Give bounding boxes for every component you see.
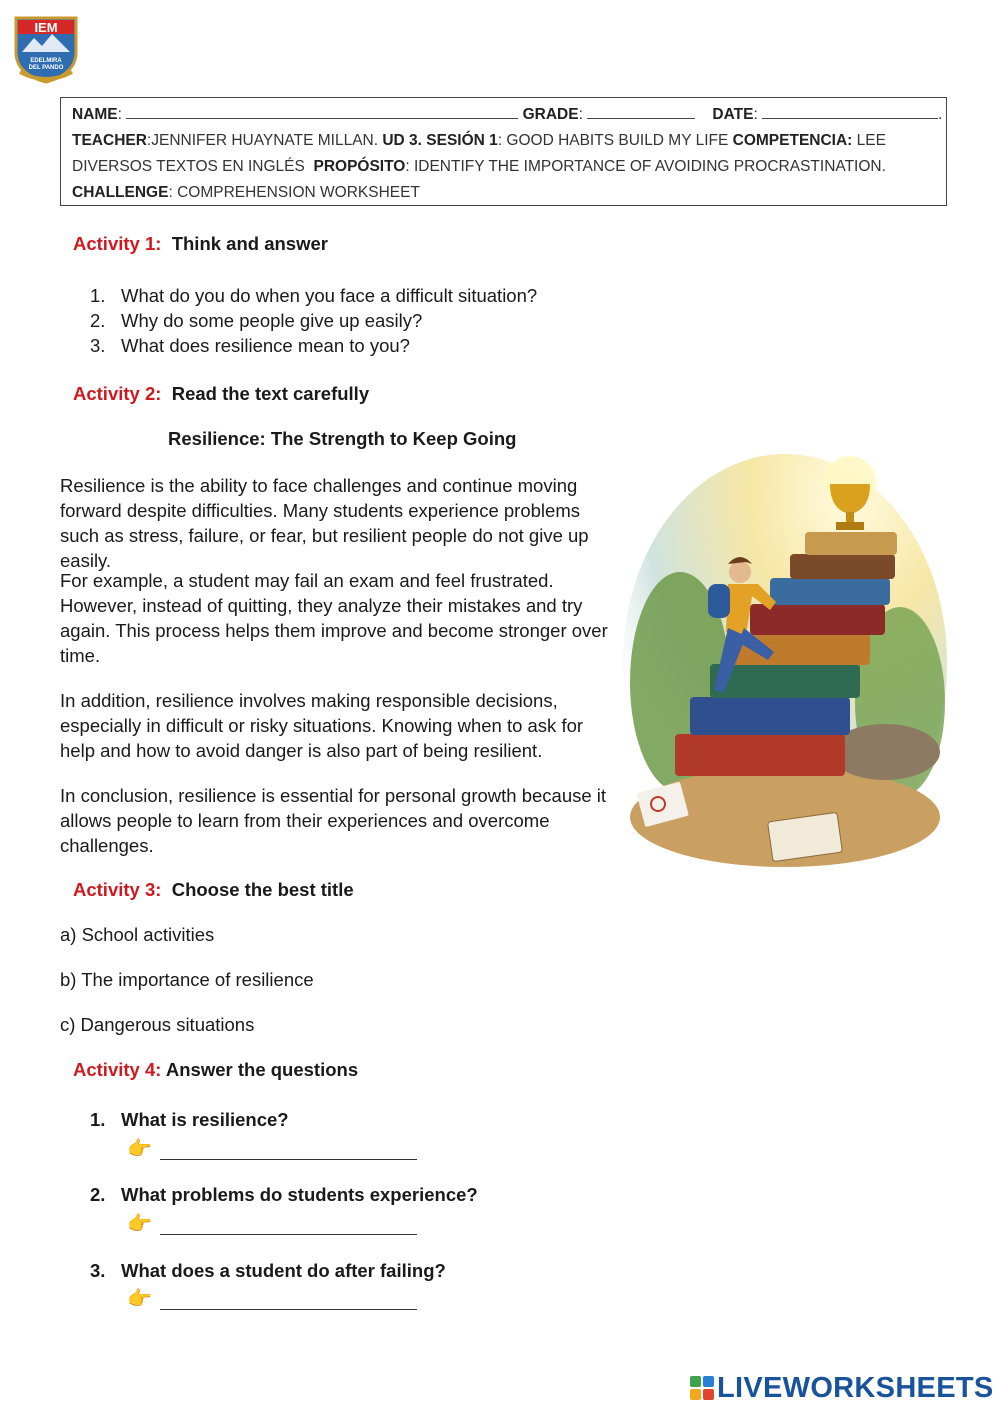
activity-4-label: Activity 4: (73, 1059, 162, 1080)
unit-value: : GOOD HABITS BUILD MY LIFE (497, 132, 729, 149)
liveworksheets-wordmark: LIVEWORKSHEETS (717, 1371, 994, 1404)
competencia-value-1: LEE (856, 132, 886, 149)
date-blank[interactable] (762, 102, 938, 119)
activity-2-heading (73, 383, 369, 405)
activity-4-question-1: 1. What is resilience? (90, 1109, 289, 1130)
teacher-label: TEACHER (72, 132, 147, 149)
header-row-challenge (72, 180, 936, 206)
challenge-label: CHALLENGE (72, 184, 169, 201)
hand-pointer-icon: 👉 (127, 1138, 152, 1160)
name-blank[interactable] (126, 102, 518, 119)
list-item: 1. What do you do when you face a difficult situation? (90, 285, 538, 306)
activity-3-heading (73, 879, 354, 901)
grade-label: GRADE (522, 106, 579, 123)
option-a[interactable]: a) School activities (60, 924, 215, 945)
name-label: NAME (72, 106, 118, 123)
proposito-label: PROPÓSITO (313, 158, 406, 175)
activity-3-label: Activity 3: (73, 879, 162, 900)
answer-line[interactable] (160, 1220, 417, 1235)
grade-blank[interactable] (587, 102, 695, 119)
option-b[interactable]: b) The importance of resilience (60, 969, 314, 990)
activity-1-title: Think and answer (171, 233, 328, 254)
date-label: DATE (712, 106, 754, 123)
hand-pointer-icon: 👉 (127, 1288, 152, 1310)
article-paragraph-1: Resilience is the ability to face challenges and continue moving forward despite difficulties. Many students experience problems such as stress, failure, or fear, but resilient people do not give up easily. (60, 475, 589, 571)
activity-2-title: Read the text carefully (171, 383, 370, 404)
teacher-value: JENNIFER HUAYNATE MILLAN. (151, 132, 379, 149)
answer-field-3[interactable] (127, 1284, 417, 1310)
article-paragraph-2: For example, a student may fail an exam and feel frustrated. However, instead of quitting, they analyze their mistakes and try again. This process helps them improve and become stronger over time. (60, 570, 608, 666)
activity-4-heading (73, 1059, 358, 1081)
competencia-label: COMPETENCIA: (732, 132, 853, 149)
activity-1-label: Activity 1: (73, 233, 162, 254)
answer-line[interactable] (160, 1145, 417, 1160)
competencia-value-2: DIVERSOS TEXTOS EN INGLÉS (72, 158, 305, 175)
article-title: Resilience: The Strength to Keep Going (168, 428, 517, 449)
list-item: 2. Why do some people give up easily? (90, 310, 423, 331)
student-info-header (60, 97, 947, 206)
unit-label: UD 3. SESIÓN 1 (382, 132, 498, 149)
answer-field-2[interactable] (127, 1209, 417, 1235)
activity-2-label: Activity 2: (73, 383, 162, 404)
school-logo-icon (12, 12, 80, 84)
school-logo-name-2: DEL PANDO (28, 65, 64, 71)
liveworksheets-logo-icon (690, 1376, 714, 1400)
school-logo-name-1: EDELMIRA (30, 58, 62, 64)
liveworksheets-brand[interactable] (690, 1372, 994, 1404)
resilience-illustration (620, 452, 950, 872)
option-c[interactable]: c) Dangerous situations (60, 1014, 255, 1035)
hand-pointer-icon: 👉 (127, 1213, 152, 1235)
article-paragraph-4: In conclusion, resilience is essential for personal growth because it allows people to learn from their experiences and overcome challenges. (60, 785, 607, 856)
activity-4-title: Answer the questions (165, 1059, 359, 1080)
activity-3-title: Choose the best title (171, 879, 354, 900)
proposito-value: : IDENTIFY THE IMPORTANCE OF AVOIDING PROCRASTINATION. (405, 158, 886, 175)
activity-4-question-3: 3. What does a student do after failing? (90, 1260, 446, 1281)
header-row-teacher: TEACHER:JENNIFER HUAYNATE MILLAN. UD 3. SESIÓN 1: GOOD HABITS BUILD MY LIFE COMPETENCIA: LEE (72, 132, 886, 149)
school-logo-initials: IEM (34, 20, 58, 35)
activity-4-question-2: 2. What problems do students experience? (90, 1184, 478, 1205)
list-item: 3. What does resilience mean to you? (90, 335, 410, 356)
header-row-name: NAME: GRADE: DATE: . (72, 102, 936, 128)
answer-line[interactable] (160, 1295, 417, 1310)
header-row-proposito (72, 154, 936, 180)
article-paragraph-3: In addition, resilience involves making responsible decisions, especially in difficult or risky situations. Knowing when to ask for help and how to avoid danger is also part of being resilient. (60, 690, 584, 761)
answer-field-1[interactable] (127, 1134, 417, 1160)
activity-1-heading (73, 233, 328, 255)
challenge-value: : COMPREHENSION WORKSHEET (168, 184, 420, 201)
activity-1-questions (90, 283, 537, 358)
